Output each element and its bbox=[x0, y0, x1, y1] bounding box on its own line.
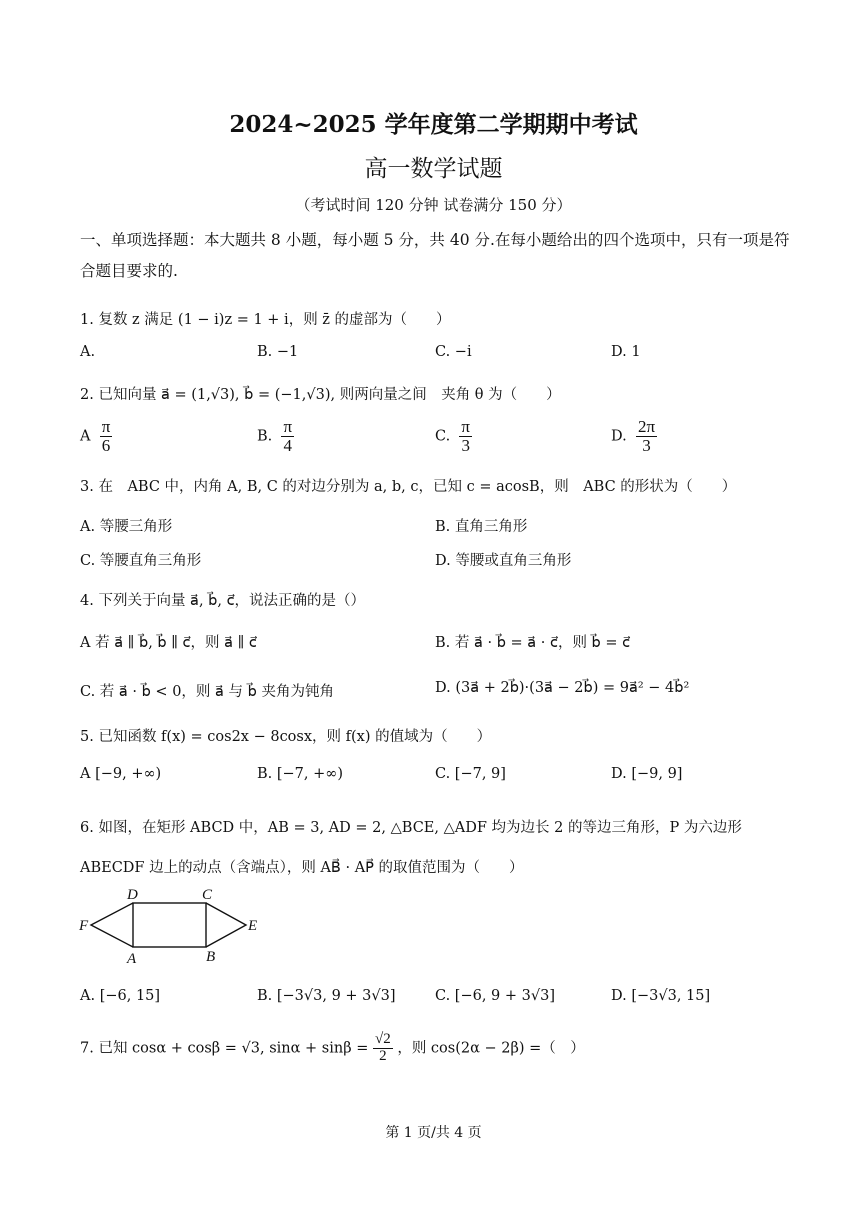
question-6-stem-line-2: ABECDF 边上的动点（含端点），则 AB⃗ · AP⃗ 的取值范围为（ ） bbox=[80, 860, 524, 876]
question-5-option-b: B. [−7, +∞) bbox=[257, 766, 344, 782]
question-5-option-d: D. [−9, 9] bbox=[611, 766, 683, 782]
question-3-stem: 3. 在 ABC 中，内角 A, B, C 的对边分别为 a, b, c，已知 c = acosB，则 ABC 的形状为（ ） bbox=[80, 479, 737, 495]
option-label: C. bbox=[435, 428, 451, 445]
question-5-option-c: C. [−7, 9] bbox=[435, 766, 506, 782]
question-4-option-d: D. (3a⃗ + 2b⃗)·(3a⃗ − 2b⃗) = 9a⃗² − 4b⃗² bbox=[435, 680, 690, 696]
vertex-label-f: F bbox=[79, 918, 89, 934]
question-6-option-a: A. [−6, 15] bbox=[80, 988, 161, 1004]
question-6-option-c: C. [−6, 9 + 3√3] bbox=[435, 988, 555, 1004]
question-1-option-d: D. 1 bbox=[611, 344, 641, 360]
page-number: 第 1 页/共 4 页 bbox=[385, 1125, 482, 1141]
fraction bbox=[281, 418, 294, 455]
question-3-option-a: A. 等腰三角形 bbox=[80, 519, 173, 535]
question-4-stem: 4. 下列关于向量 a⃗, b⃗, c⃗，说法正确的是（） bbox=[80, 593, 366, 609]
question-6-option-d: D. [−3√3, 15] bbox=[611, 988, 711, 1004]
vertex-label-a: A bbox=[127, 951, 137, 967]
question-1-stem: 1. 复数 z 满足 (1 − i)z = 1 + i，则 z̄ 的虚部为（ ） bbox=[80, 312, 451, 328]
question-4-option-c: C. 若 a⃗ · b⃗ < 0，则 a⃗ 与 b⃗ 夹角为钝角 bbox=[80, 684, 334, 700]
question-4-option-a: A 若 a⃗ ∥ b⃗, b⃗ ∥ c⃗，则 a⃗ ∥ c⃗ bbox=[80, 635, 257, 651]
question-4-option-b: B. 若 a⃗ · b⃗ = a⃗ · c⃗，则 b⃗ = c⃗ bbox=[435, 635, 631, 651]
question-7-stem-suffix: ，则 cos(2α − 2β) =（ ） bbox=[397, 1040, 585, 1057]
fraction bbox=[459, 418, 472, 455]
fraction-numerator: π bbox=[101, 417, 111, 436]
vertex-label-d: D bbox=[127, 887, 138, 903]
question-2-stem: 2. 已知向量 a⃗ = (1,√3), b⃗ = (−1,√3), 则两向量之间 夹角 θ 为（ ） bbox=[80, 387, 561, 403]
question-2-option-a bbox=[80, 418, 112, 455]
option-label: B. bbox=[257, 428, 273, 445]
triangle-adf bbox=[91, 903, 133, 947]
fraction bbox=[373, 1032, 393, 1065]
question-3-option-d: D. 等腰或直角三角形 bbox=[435, 553, 572, 569]
hexagon-figure bbox=[74, 884, 274, 970]
option-label: A bbox=[80, 428, 91, 445]
option-label: D. bbox=[611, 428, 627, 445]
question-3-option-b: B. 直角三角形 bbox=[435, 519, 528, 535]
vertex-label-b: B bbox=[206, 949, 216, 965]
fraction bbox=[636, 418, 657, 455]
question-2-option-b bbox=[257, 418, 294, 455]
fraction-numerator: π bbox=[283, 417, 293, 436]
rectangle-abcd bbox=[133, 903, 206, 947]
question-7-stem bbox=[80, 1032, 585, 1065]
question-7-stem-prefix: 7. 已知 cosα + cosβ = √3, sinα + sinβ = bbox=[80, 1040, 369, 1057]
question-6-stem-line-1: 6. 如图，在矩形 ABCD 中，AB = 3, AD = 2, △BCE, △ADF 均为边长 2 的等边三角形，P 为六边形 bbox=[80, 820, 742, 836]
fraction-denominator: 4 bbox=[283, 435, 293, 455]
question-1-option-b: B. −1 bbox=[257, 344, 299, 360]
exam-info: （考试时间 120 分钟 试卷满分 150 分） bbox=[295, 196, 572, 214]
vertex-label-e: E bbox=[248, 918, 258, 934]
triangle-bce bbox=[206, 903, 246, 947]
fraction-denominator: 6 bbox=[101, 435, 111, 455]
question-5-stem: 5. 已知函数 f(x) = cos2x − 8cosx，则 f(x) 的值域为（ ） bbox=[80, 729, 492, 745]
exam-subtitle: 高一数学试题 bbox=[364, 156, 503, 182]
exam-title: 2024~2025 学年度第二学期期中考试 bbox=[229, 111, 638, 138]
fraction-denominator: 3 bbox=[461, 435, 470, 455]
question-2-option-c bbox=[435, 418, 472, 455]
fraction-denominator: 2 bbox=[379, 1047, 387, 1064]
question-1-option-a: A. bbox=[80, 344, 96, 360]
fraction-numerator: π bbox=[461, 417, 470, 436]
vertex-label-c: C bbox=[202, 887, 213, 903]
question-5-option-a: A [−9, +∞) bbox=[80, 766, 162, 782]
section-heading: 一、单项选择题：本大题共 8 小题，每小题 5 分，共 40 分.在每小题给出的四个选项中，只有一项是符合题目要求的. bbox=[80, 231, 790, 280]
question-3-option-c: C. 等腰直角三角形 bbox=[80, 553, 202, 569]
question-1-option-c: C. −i bbox=[435, 344, 472, 360]
fraction-denominator: 3 bbox=[642, 435, 651, 455]
question-2-option-d bbox=[611, 418, 657, 455]
question-6-option-b: B. [−3√3, 9 + 3√3] bbox=[257, 988, 396, 1004]
fraction bbox=[100, 418, 113, 455]
fraction-numerator: √2 bbox=[374, 1031, 391, 1047]
fraction-numerator: 2π bbox=[637, 417, 656, 436]
